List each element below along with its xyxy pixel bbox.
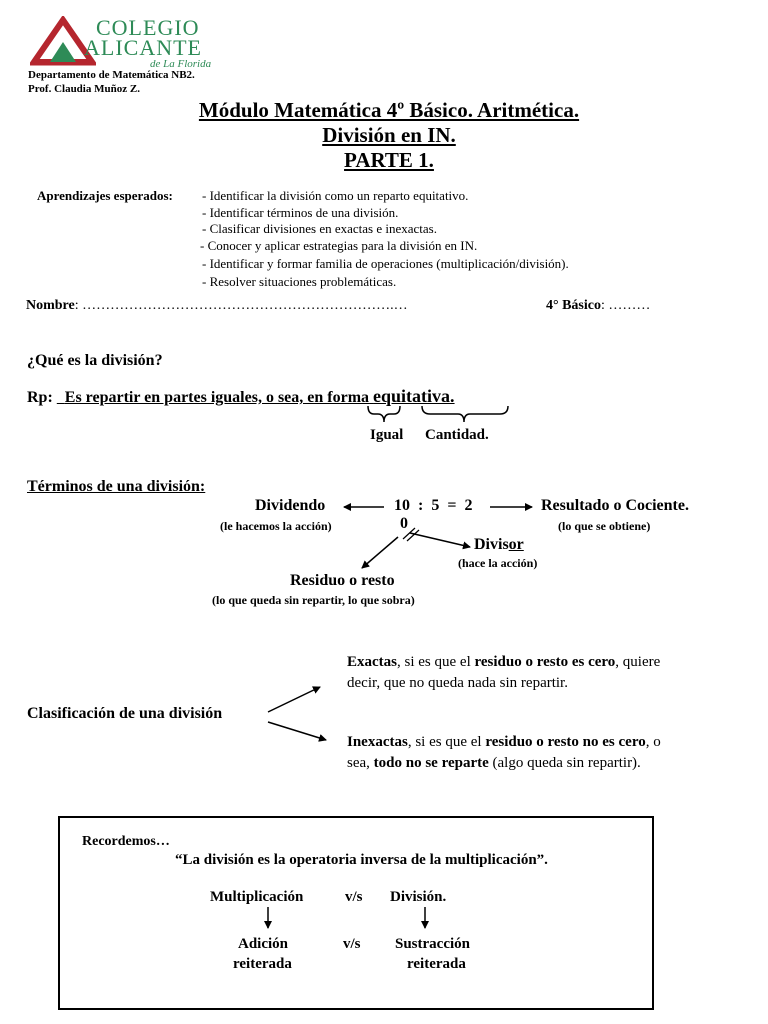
brace-label-cantidad: Cantidad. [425, 427, 489, 443]
objective-item: - Identificar y formar familia de operaciones (multiplicación/división). [202, 256, 569, 271]
inexact-l2bold: todo no se reparte [373, 755, 489, 771]
sub-label-2: reiterada [407, 956, 466, 972]
remainder-digit: 0 [400, 515, 408, 532]
dividend-note: (le hacemos la acción) [220, 519, 332, 533]
title-line2: División en IN. [322, 123, 456, 147]
exact-line2: decir, que no queda nada sin repartir. [347, 675, 568, 691]
classification-label: Clasificación de una división [27, 705, 223, 722]
inexact-l2b: (algo queda sin repartir). [488, 755, 641, 771]
inexact-line2 [347, 755, 641, 772]
divisor-label-b: or [508, 536, 524, 553]
question-text: ¿Qué es la división? [27, 352, 163, 369]
title-line1: Módulo Matemática 4º Básico. Aritmética. [198, 98, 580, 122]
exact-line1 [347, 654, 660, 671]
objective-item: - Clasificar divisiones en exactas e inexactas. [202, 221, 437, 236]
rp-label: Rp: [27, 389, 53, 406]
inexact-text2: , o [645, 734, 661, 750]
div-label: División. [390, 889, 447, 905]
grade-field[interactable]: : ……… [601, 298, 651, 313]
vs-label-2: v/s [343, 936, 361, 952]
mult-label: Multiplicación [210, 889, 304, 905]
inexact-line1 [347, 734, 661, 751]
objective-item: - Conocer y aplicar estrategias para la división en IN. [200, 238, 478, 253]
result-label: Resultado o Cociente. [541, 497, 689, 514]
remember-quote: “La división es la operatoria inversa de la multiplicación”. [175, 852, 548, 868]
exact-text2: , quiere [615, 654, 661, 670]
objective-item: - Resolver situaciones problemáticas. [202, 274, 397, 289]
exact-text1: , si es que el [397, 654, 475, 670]
divisor-label-a: Divis [474, 536, 509, 553]
objective-item: - Identificar términos de una división. [202, 205, 399, 220]
department-text: Departamento de Matemática NB2. [28, 69, 195, 81]
add-label-2: reiterada [233, 956, 292, 972]
name-field[interactable]: : ………………………………………………………….… [74, 298, 408, 313]
residue-note: (lo que queda sin repartir, lo que sobra) [212, 593, 415, 607]
remember-title: Recordemos… [82, 834, 170, 849]
title-line3: PARTE 1. [344, 148, 434, 172]
dividend-label: Dividendo [255, 497, 326, 514]
result-note: (lo que se obtiene) [558, 519, 651, 533]
exact-bold: residuo o resto es cero [474, 654, 616, 670]
name-label: Nombre [26, 298, 75, 313]
brace-label-igual: Igual [370, 427, 404, 443]
teacher-text: Prof. Claudia Muñoz Z. [28, 83, 140, 95]
logo-line1: COLEGIO [96, 15, 200, 40]
terms-heading: Términos de una división: [27, 478, 206, 495]
add-label-1: Adición [238, 936, 289, 952]
inexact-text1: , si es que el [407, 734, 486, 750]
division-equation: 10 : 5 = 2 [394, 497, 473, 514]
inexact-l2a: sea, [347, 755, 374, 771]
divisor-note: (hace la acción) [458, 556, 538, 570]
answer-text: Es repartir en partes iguales, o sea, en forma [64, 389, 370, 406]
vs-label-1: v/s [345, 889, 363, 905]
answer-word: equitativa. [373, 386, 455, 406]
inexact-title: Inexactas [347, 734, 408, 750]
residue-label: Residuo o resto [290, 572, 395, 589]
inexact-bold: residuo o resto no es cero [485, 734, 646, 750]
grade-label: 4° Básico [546, 298, 601, 313]
objective-item: - Identificar la división como un reparto equitativo. [202, 188, 469, 203]
objectives-label: Aprendizajes esperados: [37, 188, 173, 203]
exact-title: Exactas [347, 654, 397, 670]
logo-line2: ALICANTE [84, 35, 202, 60]
logo-line3: de La Florida [150, 58, 212, 70]
sub-label-1: Sustracción [395, 936, 470, 952]
